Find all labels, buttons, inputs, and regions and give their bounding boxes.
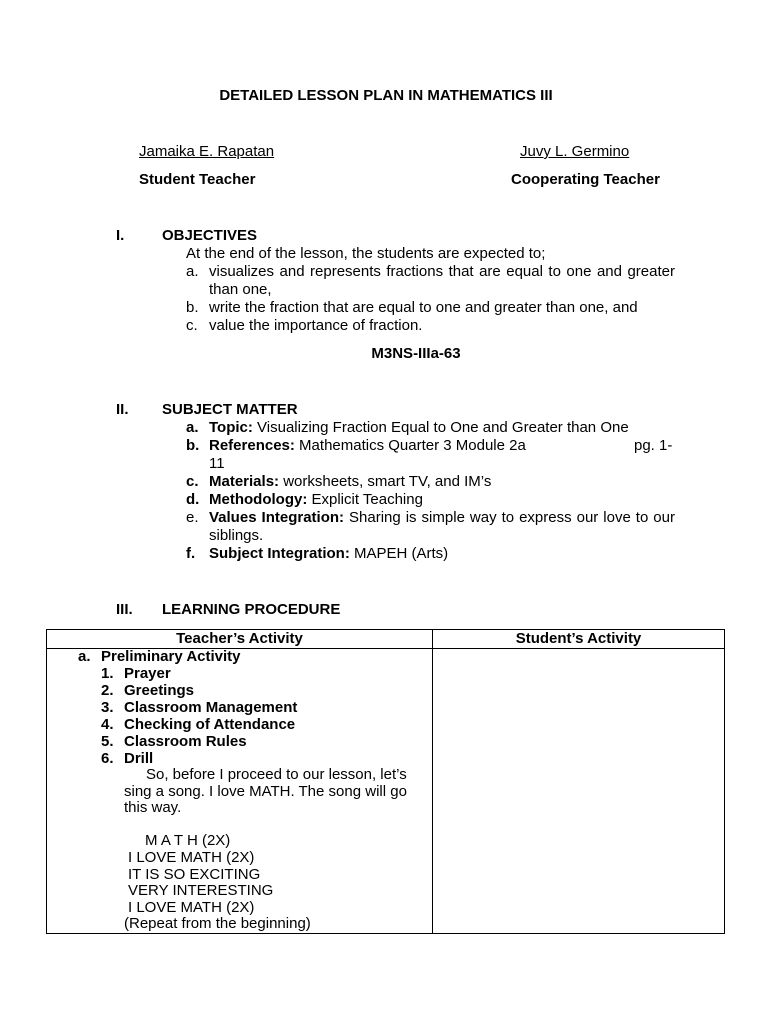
references-page-part2: 11 [209, 455, 225, 472]
item-label: Topic: [209, 419, 253, 436]
section-title: Preliminary Activity [101, 648, 241, 665]
objective-item [186, 263, 675, 299]
column-header-student: Student’s Activity [515, 630, 642, 647]
item-label: Methodology: [209, 491, 308, 508]
song-line: I LOVE MATH (2X) [128, 899, 255, 916]
item-label: Materials: [209, 473, 280, 490]
section-heading-objectives: OBJECTIVES [162, 227, 258, 244]
item-label: Values Integration: [209, 509, 345, 526]
step-number: 3. [101, 699, 114, 716]
procedure-table [46, 629, 725, 934]
song-line: (Repeat from the beginning) [124, 915, 311, 932]
item-text: Explicit Teaching [307, 491, 423, 508]
section-marker: a. [78, 648, 91, 665]
item-text: Mathematics Quarter 3 Module 2a [294, 437, 526, 454]
song-line: IT IS SO EXCITING [128, 866, 261, 883]
references-page-part1: pg. 1- [634, 437, 673, 454]
section-numeral-procedure: III. [116, 601, 133, 618]
list-marker: c. [186, 473, 199, 490]
objective-text: visualizes and represents fractions that are equal to one and greater than one, [209, 263, 675, 298]
section-numeral-subject-matter: II. [116, 401, 129, 418]
subject-item-references [186, 437, 675, 455]
table-divider [432, 630, 433, 933]
section-numeral-objectives: I. [116, 227, 125, 244]
item-text: MAPEH (Arts) [349, 545, 449, 562]
step-label: Prayer [124, 665, 171, 682]
step-label: Drill [124, 750, 154, 767]
section-heading-procedure: LEARNING PROCEDURE [162, 601, 341, 618]
item-label: References: [209, 437, 295, 454]
list-marker: a. [186, 263, 199, 280]
competency-code: M3NS-IIIa-63 [371, 345, 461, 362]
list-marker: d. [186, 491, 200, 508]
objectives-intro: At the end of the lesson, the students are expected to; [186, 245, 546, 262]
objective-item [186, 299, 675, 317]
list-marker: b. [186, 299, 199, 316]
step-number: 6. [101, 750, 114, 767]
list-marker: c. [186, 317, 198, 334]
item-text: Sharing is simple way to express our love to our siblings. [209, 509, 675, 544]
student-teacher-role: Student Teacher [139, 171, 256, 188]
item-text: worksheets, smart TV, and IM’s [279, 473, 492, 490]
step-number: 5. [101, 733, 114, 750]
subject-item-values [186, 509, 675, 545]
list-marker: a. [186, 419, 199, 436]
drill-instructions: So, before I proceed to our lesson, let’s sing a song. I love MATH. The song will go this way. [124, 766, 407, 816]
subject-item-materials [186, 473, 675, 491]
objective-text: value the importance of fraction. [209, 317, 423, 334]
student-teacher-name: Jamaika E. Rapatan [139, 143, 275, 160]
objective-item [186, 317, 675, 335]
step-label: Classroom Rules [124, 733, 247, 750]
cooperating-teacher-role: Cooperating Teacher [511, 171, 660, 188]
step-number: 1. [101, 665, 114, 682]
cooperating-teacher-name: Juvy L. Germino [520, 143, 630, 160]
step-label: Checking of Attendance [124, 716, 296, 733]
list-marker: f. [186, 545, 196, 562]
item-label: Subject Integration: [209, 545, 350, 562]
step-label: Greetings [124, 682, 195, 699]
step-label: Classroom Management [124, 699, 298, 716]
list-marker: e. [186, 509, 199, 526]
document-title: DETAILED LESSON PLAN IN MATHEMATICS III [219, 87, 553, 104]
step-number: 2. [101, 682, 114, 699]
list-marker: b. [186, 437, 200, 454]
column-header-teacher: Teacher’s Activity [176, 630, 303, 647]
item-text: Visualizing Fraction Equal to One and Greater than One [252, 419, 629, 436]
step-number: 4. [101, 716, 114, 733]
song-line: M A T H (2X) [145, 832, 231, 849]
objective-text: write the fraction that are equal to one and greater than one, and [209, 299, 638, 316]
subject-item-methodology [186, 491, 675, 509]
song-line: VERY INTERESTING [128, 882, 274, 899]
subject-item-integration [186, 545, 675, 563]
subject-item-topic [186, 419, 675, 437]
song-line: I LOVE MATH (2X) [128, 849, 255, 866]
section-heading-subject-matter: SUBJECT MATTER [162, 401, 298, 418]
